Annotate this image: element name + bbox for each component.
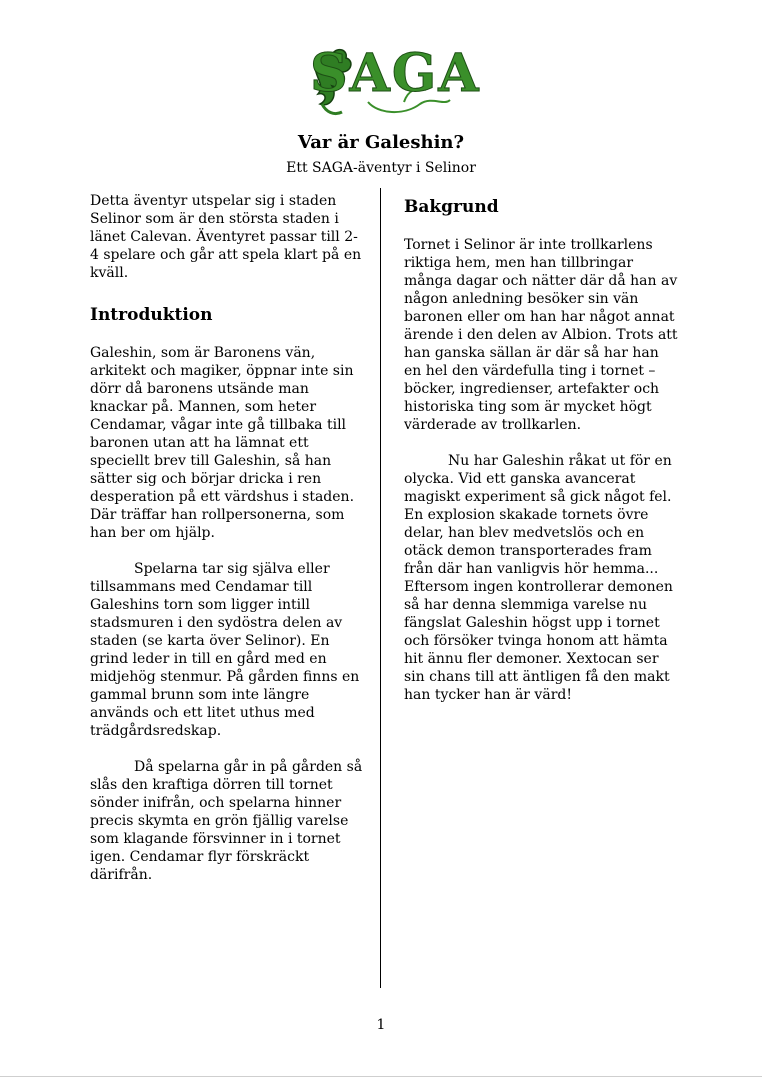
page-edge — [0, 1076, 762, 1077]
right-column — [404, 196, 680, 704]
page-title: Var är Galeshin? — [297, 132, 465, 153]
logo-wordmark: SAGA — [310, 43, 481, 104]
page-subtitle: Ett SAGA-äventyr i Selinor — [286, 160, 476, 176]
body-paragraph: Då spelarna går in på gården så slås den kraftiga dörren till tornet sönder inifrån, och spelarna hinner precis skymta en grön fjällig varelse som klagande försvinner in i tornet igen. Cendamar flyr förskräckt därifrån. — [90, 759, 363, 883]
left-column — [90, 192, 366, 884]
introduktion-heading: Introduktion — [90, 305, 213, 325]
page-number: 1 — [376, 1017, 386, 1033]
body-paragraph: Galeshin, som är Baronens vän, arkitekt och magiker, öppnar inte sin dörr då baronens utsände man knackar på. Mannen, som heter Cendamar, vågar inte gå tillbaka till baronen utan att ha lämnat ett speciellt brev till Galeshin, så han sätter sig och börjar dricka i ren desperation på ett värdshus i staden. Där träffar han rollpersonerna, som han ber om hjälp. — [90, 345, 355, 541]
body-paragraph: Nu har Galeshin råkat ut för en olycka. Vid ett ganska avancerat magiskt experiment så gick något fel. En explosion skakade tornets övre delar, han blev medvetslös och en otäck demon transporterades fram från där han vanligvis hör hemma... Eftersom ingen kontrollerar demonen så har denna slemmiga varelse nu fängslat Galeshin högst upp i tornet och försöker tvinga honom att hämta hit ännu fler demoner. Xextocan ser sin chans till att äntligen få den makt han tycker han är värd! — [404, 453, 673, 703]
body-paragraph: Spelarna tar sig själva eller tillsammans med Cendamar till Galeshins torn som ligger intill stadsmuren i den sydöstra delen av staden (se karta över Selinor). En grind leder in till en gård med en midjehög stenmur. På gården finns en gammal brunn som inte längre används och ett litet uthus med trädgårdsredskap. — [90, 561, 360, 739]
bakgrund-heading: Bakgrund — [404, 197, 499, 217]
body-paragraph: Tornet i Selinor är inte trollkarlens riktiga hem, men han tillbringar många dagar och nätter där då han av någon anledning besöker sin vän baronen eller om han har något annat ärende i den delen av Albion. Trots att han ganska sällan är där så har han en hel den värdefulla ting i tornet – böcker, ingredienser, artefakter och historiska ting som är mycket högt värderade av trollkarlen. — [404, 237, 678, 433]
column-divider — [380, 188, 381, 988]
intro-paragraph: Detta äventyr utspelar sig i staden Selinor som är den största staden i länet Calevan. Äventyret passar till 2-4 spelare och går att spela klart på en kväll. — [90, 193, 362, 281]
